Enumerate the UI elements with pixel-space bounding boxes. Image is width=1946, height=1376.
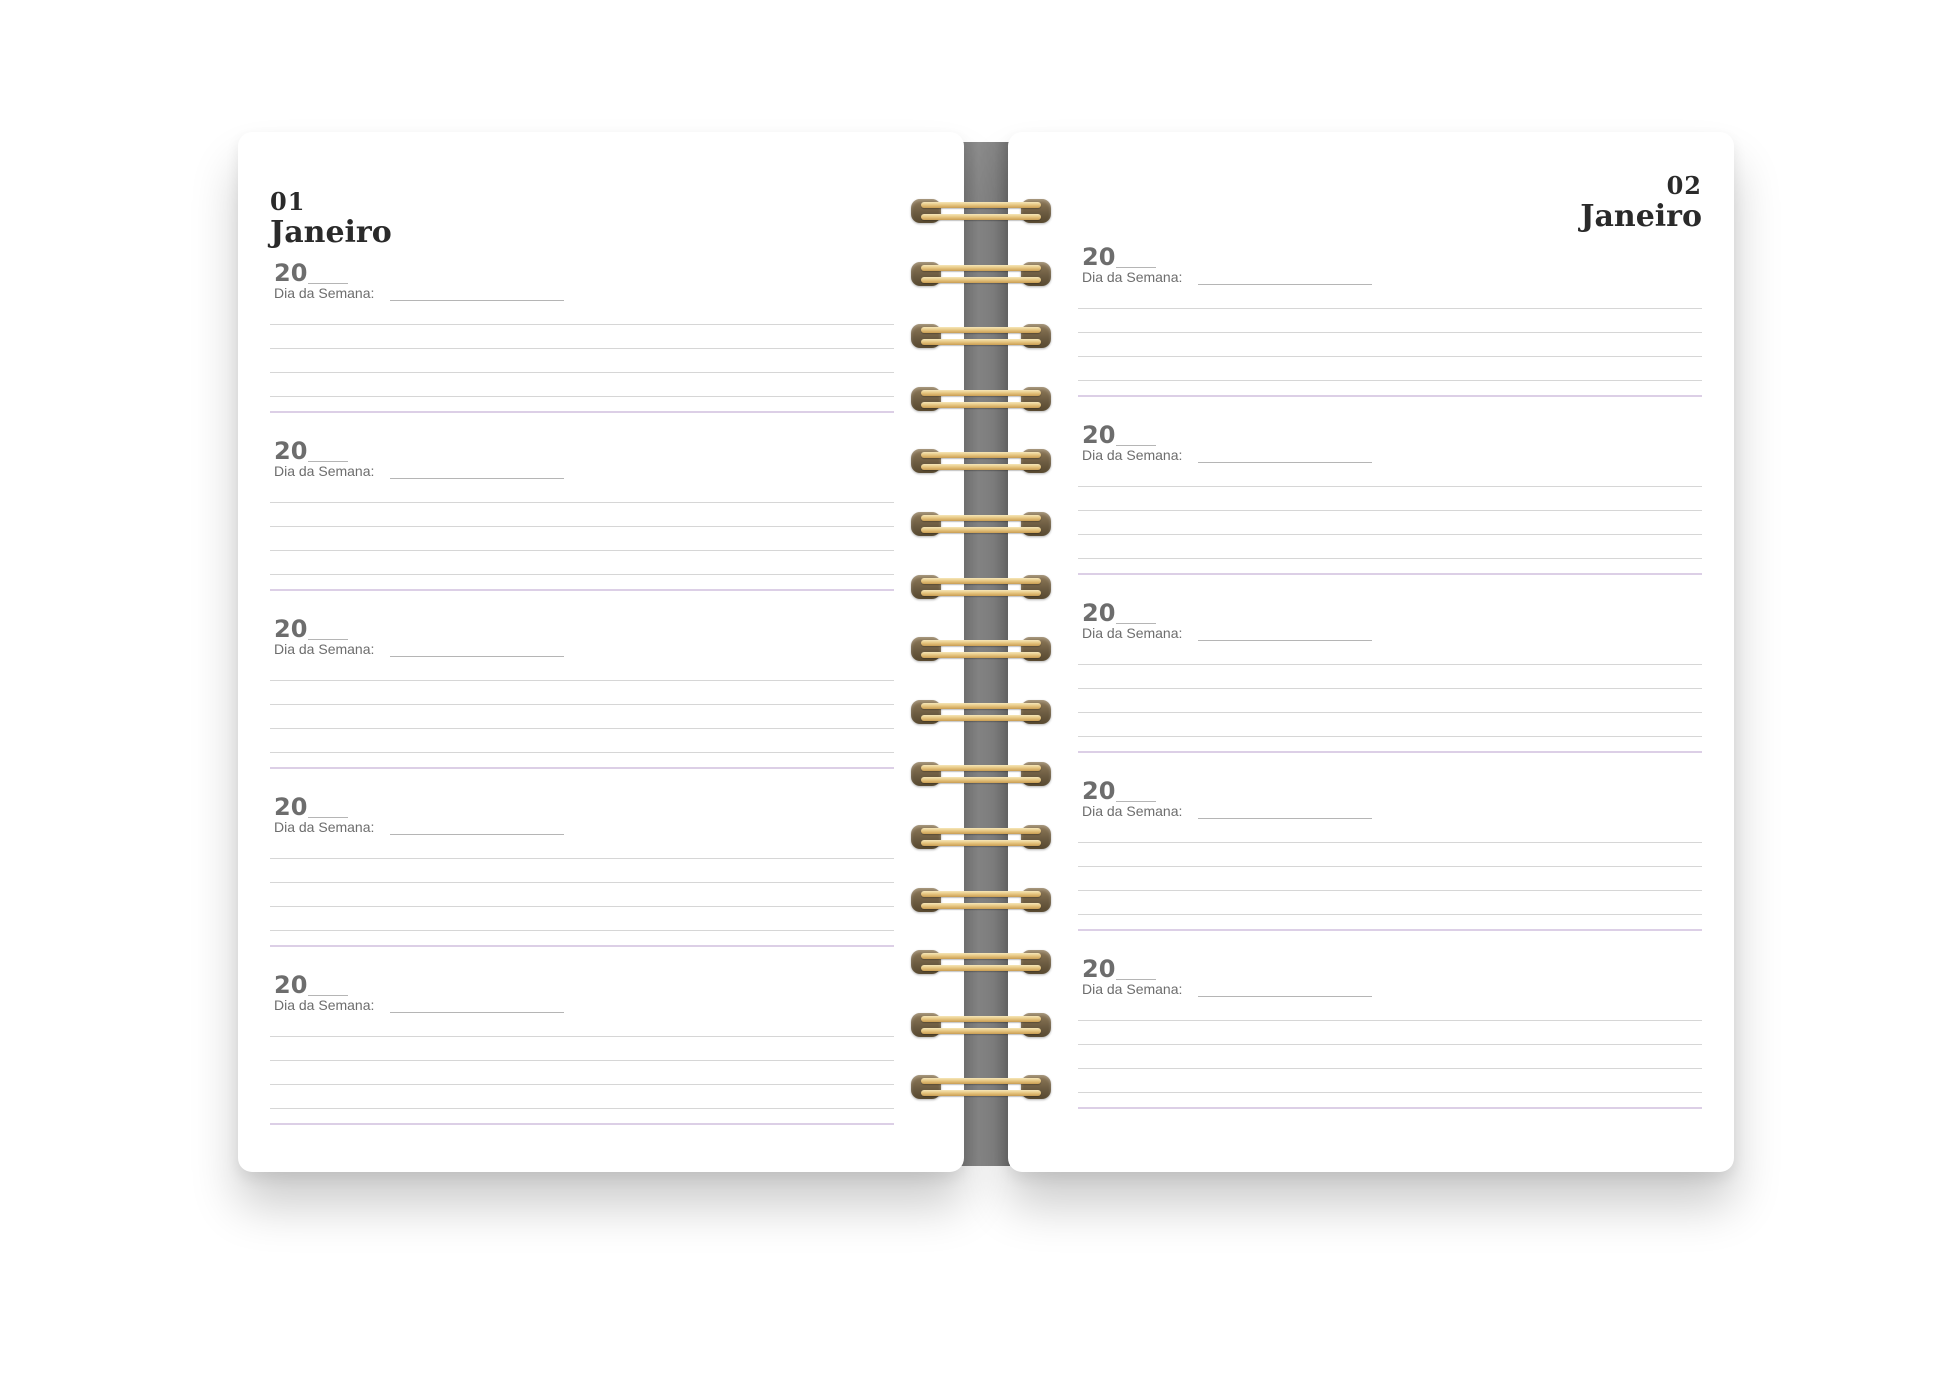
ring-wire (921, 590, 1041, 596)
weekday-label: Dia da Semana: (274, 463, 375, 479)
right-page (1008, 132, 1734, 1172)
writing-line (1078, 890, 1702, 891)
weekday-blank-line (1198, 996, 1372, 997)
binding-ring (911, 1070, 1051, 1104)
ring-wire (921, 828, 1041, 834)
weekday-blank-line (390, 478, 564, 479)
planner-spread (238, 132, 1730, 1172)
ring-wire (921, 652, 1041, 658)
writing-line (1078, 736, 1702, 737)
writing-line (270, 1060, 894, 1061)
writing-line (270, 728, 894, 729)
writing-line (270, 1108, 894, 1109)
entry-divider (1078, 395, 1702, 397)
year-prefix: 20 (274, 437, 308, 465)
writing-line (270, 906, 894, 907)
day-entry (1078, 956, 1702, 1116)
day-entry (270, 616, 894, 776)
binding-ring (911, 945, 1051, 979)
binding-ring (911, 319, 1051, 353)
writing-line (1078, 1044, 1702, 1045)
ring-wire (921, 214, 1041, 220)
writing-line (1078, 308, 1702, 309)
ring-wire (921, 840, 1041, 846)
weekday-blank-line (390, 300, 564, 301)
ring-wire (921, 1090, 1041, 1096)
ring-wire (921, 339, 1041, 345)
ring-wire (921, 1078, 1041, 1084)
writing-line (270, 882, 894, 883)
writing-line (270, 502, 894, 503)
binding-ring (911, 257, 1051, 291)
page-number: 02 (1666, 171, 1702, 200)
weekday-blank-line (390, 1012, 564, 1013)
ring-wire (921, 402, 1041, 408)
ring-wire (921, 715, 1041, 721)
weekday-label: Dia da Semana: (1082, 803, 1183, 819)
writing-line (1078, 534, 1702, 535)
weekday-blank-line (390, 834, 564, 835)
ring-wire (921, 777, 1041, 783)
writing-line (270, 550, 894, 551)
writing-line (1078, 842, 1702, 843)
weekday-label: Dia da Semana: (274, 997, 375, 1013)
writing-line (270, 930, 894, 931)
year-prefix: 20 (274, 793, 308, 821)
writing-line (1078, 712, 1702, 713)
entry-divider (270, 589, 894, 591)
writing-line (1078, 332, 1702, 333)
writing-line (270, 1036, 894, 1037)
entry-divider (1078, 751, 1702, 753)
binding-ring (911, 820, 1051, 854)
binding-ring (911, 444, 1051, 478)
month-title: Janeiro (270, 215, 392, 250)
year-prefix: 20 (1082, 955, 1116, 983)
ring-wire (921, 903, 1041, 909)
entry-divider (1078, 929, 1702, 931)
ring-wire (921, 452, 1041, 458)
entry-divider (1078, 1107, 1702, 1109)
writing-line (1078, 356, 1702, 357)
entry-divider (270, 945, 894, 947)
year-prefix: 20 (274, 971, 308, 999)
month-title: Janeiro (1580, 199, 1702, 234)
writing-line (270, 858, 894, 859)
page-number: 01 (270, 187, 306, 216)
weekday-label: Dia da Semana: (274, 641, 375, 657)
ring-wire (921, 265, 1041, 271)
writing-line (270, 324, 894, 325)
writing-line (270, 372, 894, 373)
weekday-label: Dia da Semana: (1082, 269, 1183, 285)
day-entry (270, 438, 894, 598)
page-header (270, 188, 932, 250)
ring-wire (921, 390, 1041, 396)
ring-wire (921, 765, 1041, 771)
binding-ring (911, 570, 1051, 604)
writing-line (1078, 1020, 1702, 1021)
left-page (238, 132, 964, 1172)
year-prefix: 20 (1082, 777, 1116, 805)
weekday-label: Dia da Semana: (1082, 625, 1183, 641)
ring-wire (921, 277, 1041, 283)
day-entry (1078, 600, 1702, 760)
ring-wire (921, 464, 1041, 470)
day-entry (270, 260, 894, 420)
writing-line (270, 1084, 894, 1085)
writing-line (1078, 688, 1702, 689)
binding-ring (911, 883, 1051, 917)
writing-line (270, 752, 894, 753)
binding-ring (911, 632, 1051, 666)
ring-wire (921, 578, 1041, 584)
year-prefix: 20 (1082, 599, 1116, 627)
binding-ring (911, 1008, 1051, 1042)
ring-wire (921, 327, 1041, 333)
writing-line (270, 704, 894, 705)
entry-divider (1078, 573, 1702, 575)
weekday-label: Dia da Semana: (274, 285, 375, 301)
year-prefix: 20 (1082, 421, 1116, 449)
weekday-label: Dia da Semana: (1082, 447, 1183, 463)
entry-divider (270, 767, 894, 769)
ring-wire (921, 953, 1041, 959)
writing-line (270, 396, 894, 397)
binding-ring (911, 194, 1051, 228)
writing-line (1078, 380, 1702, 381)
ring-wire (921, 703, 1041, 709)
binding-ring (911, 757, 1051, 791)
entry-divider (270, 411, 894, 413)
weekday-label: Dia da Semana: (1082, 981, 1183, 997)
writing-line (1078, 1068, 1702, 1069)
writing-line (270, 526, 894, 527)
binding-ring (911, 507, 1051, 541)
writing-line (270, 574, 894, 575)
binding-ring (911, 382, 1051, 416)
writing-line (1078, 510, 1702, 511)
day-entry (270, 794, 894, 954)
weekday-blank-line (390, 656, 564, 657)
writing-line (1078, 664, 1702, 665)
year-prefix: 20 (274, 259, 308, 287)
page-header (1040, 172, 1702, 234)
ring-wire (921, 515, 1041, 521)
weekday-blank-line (1198, 462, 1372, 463)
ring-wire (921, 202, 1041, 208)
ring-wire (921, 1016, 1041, 1022)
writing-line (1078, 866, 1702, 867)
writing-line (1078, 486, 1702, 487)
writing-line (270, 680, 894, 681)
writing-line (270, 348, 894, 349)
weekday-blank-line (1198, 640, 1372, 641)
ring-wire (921, 965, 1041, 971)
year-prefix: 20 (1082, 243, 1116, 271)
ring-wire (921, 527, 1041, 533)
day-entry (270, 972, 894, 1132)
writing-line (1078, 1092, 1702, 1093)
binding-ring (911, 695, 1051, 729)
ring-wire (921, 640, 1041, 646)
weekday-blank-line (1198, 284, 1372, 285)
ring-wire (921, 891, 1041, 897)
ring-wire (921, 1028, 1041, 1034)
year-prefix: 20 (274, 615, 308, 643)
day-entry (1078, 244, 1702, 404)
weekday-blank-line (1198, 818, 1372, 819)
day-entry (1078, 422, 1702, 582)
day-entry (1078, 778, 1702, 938)
weekday-label: Dia da Semana: (274, 819, 375, 835)
writing-line (1078, 914, 1702, 915)
entry-divider (270, 1123, 894, 1125)
writing-line (1078, 558, 1702, 559)
